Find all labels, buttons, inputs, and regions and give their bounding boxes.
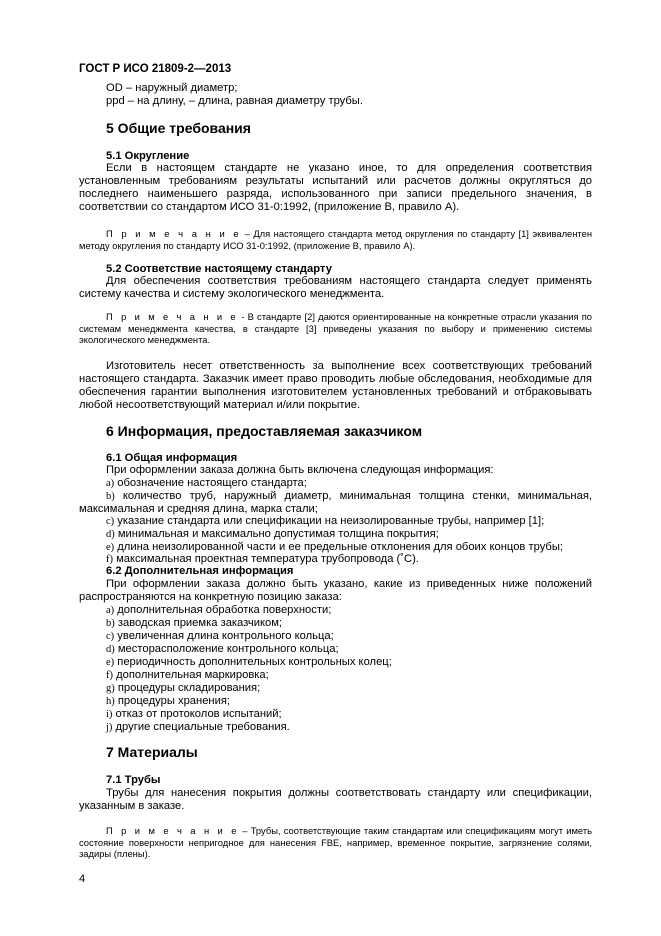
list-item: a) обозначение настоящего стандарта; — [106, 477, 307, 489]
list-item: b) заводская приемка заказчиком; — [106, 617, 283, 629]
definition-od: OD – наружный диаметр; — [106, 82, 238, 94]
list-item: g) процедуры складирования; — [106, 682, 261, 694]
section-7-1-note — [79, 825, 592, 860]
section-5-2-text: Для обеспечения соответствия требованиям настоящего стандарта следует применять систему качества и систему экологического менеджмента. — [79, 275, 592, 300]
page-number: 4 — [79, 873, 86, 885]
section-5-2-title: 5.2 Соответствие настоящему стандарту — [106, 263, 332, 275]
list-item: j) другие специальные требования. — [106, 721, 290, 733]
list-item: a) дополнительная обработка поверхности; — [106, 604, 332, 616]
section-5-1-note — [79, 228, 592, 251]
document-code-header: ГОСТ Р ИСО 21809-2—2013 — [79, 63, 232, 75]
list-item: d) месторасположение контрольного кольца; — [106, 643, 339, 655]
section-7-1-text: Трубы для нанесения покрытия должны соответствовать стандарту или спецификации, указанным в заказе. — [79, 787, 592, 812]
note-label: П р и м е ч а н и е — [106, 228, 242, 239]
list-item: e) периодичность дополнительных контрольных колец; — [106, 656, 392, 668]
definition-ppd: ppd – на длину, – длина, равная диаметру трубы. — [106, 95, 363, 107]
section-6-title: 6 Информация, предоставляемая заказчиком — [106, 423, 423, 439]
section-5-2-note — [79, 311, 592, 346]
list-item: f) дополнительная маркировка; — [106, 669, 269, 681]
section-5-1-text: Если в настоящем стандарте не указано иное, то для определения соответствия установленным требованиям результаты испытаний или расчетов должны округляться до последнего наименьшего разряда, использованного при записи предельного значения, в соответствии со стандартом ИСО 31-0:1992, (приложение В, правило А). — [79, 162, 592, 213]
list-item: c) увеличенная длина контрольного кольца; — [106, 630, 334, 642]
note-text: - В стандарте [2] даются ориентированные на конкретные отрасли указания по системам менеджмента качества, в стандарте [3] приведены указания по выбору и применению системы экологического менеджмента. — [79, 311, 592, 346]
list-item: b) количество труб, наружный диаметр, минимальная толщина стенки, минимальная, максимальная и средняя длина, марка стали; — [79, 490, 592, 515]
list-item: e) длина неизолированной части и ее предельные отклонения для обоих концов трубы; — [106, 541, 563, 553]
list-item: c) указание стандарта или спецификации на неизолированные трубы, например [1]; — [106, 515, 545, 527]
section-6-2-intro: При оформлении заказа должно быть указано, какие из приведенных ниже положений распространяются на конкретную позицию заказа: — [79, 578, 592, 603]
section-5-2-text2: Изготовитель несет ответственность за выполнение всех соответствующих требований настоящего стандарта. Заказчик имеет право проводить любые обследования, необходимые для обеспечения гарантии выполнения изготовителем установленных требований и отбраковывать любой несоответствующий материал и/или покрытие. — [79, 360, 592, 411]
note-text: – Для настоящего стандарта метод округления по стандарту [1] эквивалентен методу округления по стандарту ИСО 31-0:1992, (приложение В, правило А). — [79, 228, 593, 251]
list-item: d) минимальная и максимально допустимая толщина покрытия; — [106, 528, 439, 540]
note-text: – Трубы, соответствующие таким стандартам или спецификациям могут иметь состояние поверхности непригодное для нанесения FBE, например, временное покрытие, загрязнение солями, задиры (плены). — [79, 825, 592, 860]
section-7-title: 7 Материалы — [106, 744, 198, 760]
section-5-1-title: 5.1 Округление — [106, 150, 190, 162]
section-5-title: 5 Общие требования — [106, 120, 251, 136]
section-6-1-intro: При оформлении заказа должна быть включена следующая информация: — [106, 464, 494, 476]
list-item: f) максимальная проектная температура трубопровода (˚С). — [106, 553, 419, 565]
section-6-1-title: 6.1 Общая информация — [106, 452, 238, 464]
list-item: i) отказ от протоколов испытаний; — [106, 708, 282, 720]
note-label: П р и м е ч а н и е — [106, 311, 239, 322]
list-item: h) процедуры хранения; — [106, 695, 231, 707]
note-label: П р и м е ч а н и е — [106, 825, 240, 836]
section-7-1-title: 7.1 Трубы — [106, 774, 161, 786]
section-6-2-title: 6.2 Дополнительная информация — [106, 565, 294, 577]
